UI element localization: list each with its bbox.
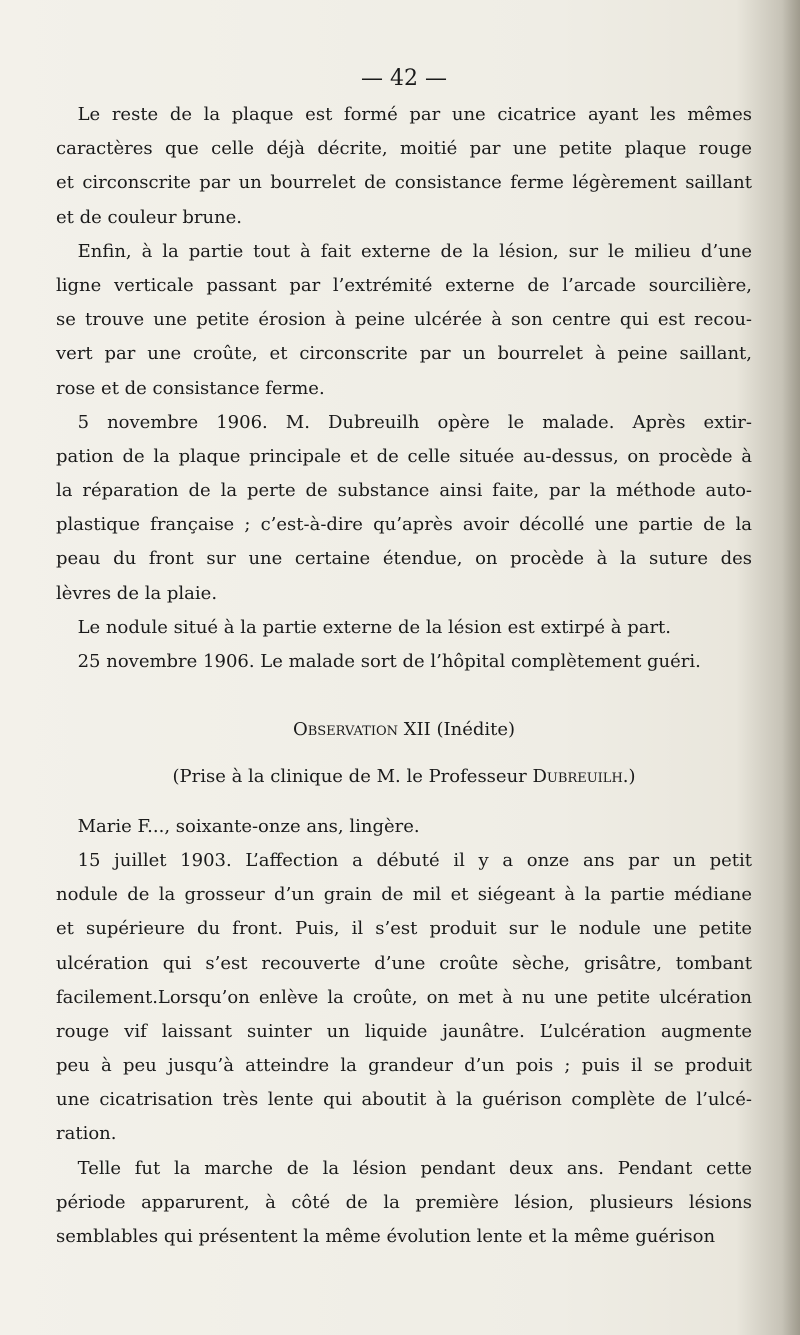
text-line: et de couleur brune. [56, 206, 243, 228]
text-line: 25 novembre 1906. Le malade sort de l’hôpital complètement guéri. [77, 651, 701, 672]
paragraph [56, 1152, 752, 1255]
text-line: peu à peu jusqu’à atteindre la grandeur d’un pois ; puis il se produit [56, 1055, 752, 1077]
observation-label: Observation [292, 719, 398, 741]
text-line: et circonscrite par un bourrelet de consistance ferme légèrement saillant [56, 172, 752, 194]
text-line: Telle fut la marche de la lésion pendant deux ans. Pendant cette [77, 1157, 752, 1179]
text-line: caractères que celle déjà décrite, moitié par une petite plaque rouge [56, 138, 752, 160]
subtitle-suffix: .) [622, 765, 636, 787]
section-spacer-bottom [56, 794, 752, 810]
observation-number: XII (Inédite) [398, 719, 516, 741]
text-line: Marie F..., soixante-onze ans, lingère. [77, 815, 420, 837]
observation-subtitle-text [172, 766, 635, 787]
paragraph [56, 844, 752, 1152]
text-line: semblables qui présentent la même évolution lente et la même guérison [56, 1226, 716, 1247]
heading-spacer [56, 748, 752, 760]
observation-title-text [293, 719, 515, 740]
text-line: ligne verticale passant par l’extrémité externe de l’arcade sourcilière, [56, 274, 752, 296]
text-line: lèvres de la plaie. [56, 582, 218, 604]
text-line: pation de la plaque principale et de celle située au-dessus, on procède à [56, 445, 752, 467]
text-line: ration. [56, 1123, 117, 1145]
text-line: rose et de consistance ferme. [56, 377, 325, 399]
text-line: la réparation de la perte de substance ainsi faite, par la méthode auto- [56, 480, 752, 502]
text-line: période apparurent, à côté de la première lésion, plusieurs lésions [56, 1191, 752, 1213]
paragraph [56, 810, 752, 844]
observation-subtitle [56, 760, 752, 794]
page-number: — 42 — [361, 66, 447, 91]
text-line: vert par une croûte, et circonscrite par un bourrelet à peine saillant, [56, 343, 752, 365]
subtitle-prefix: (Prise à la clinique de M. le Professeur [172, 765, 533, 787]
paragraphs-bottom [56, 810, 752, 1254]
professor-name: Dubreuilh [532, 765, 623, 787]
text-line: Le reste de la plaque est formé par une cicatrice ayant les mêmes [77, 104, 752, 125]
text-line: 15 juillet 1903. L’affection a débuté il y a onze ans par un petit [77, 849, 752, 871]
text-line: nodule de la grosseur d’un grain de mil et siégeant à la partie médiane [56, 884, 752, 906]
text-line: Le nodule situé à la partie externe de la lésion est extirpé à part. [77, 616, 672, 638]
text-line: rouge vif laissant suinter un liquide jaunâtre. L’ulcération augmente [56, 1020, 752, 1042]
text-line: plastique française ; c’est-à-dire qu’après avoir décollé une partie de la [56, 514, 752, 536]
text-line: se trouve une petite érosion à peine ulcérée à son centre qui est recou- [56, 309, 752, 331]
text-line: une cicatrisation très lente qui aboutit à la guérison complète de l’ulcé- [56, 1089, 752, 1111]
text-line: facilement.Lorsqu’on enlève la croûte, on met à nu une petite ulcération [56, 986, 752, 1008]
page-text [56, 62, 752, 1254]
text-line: et supérieure du front. Puis, il s’est produit sur le nodule une petite [56, 918, 752, 940]
paragraph [56, 235, 752, 406]
paragraph [56, 406, 752, 611]
text-line: peau du front sur une certaine étendue, on procède à la suture des [56, 548, 752, 570]
paragraph [56, 611, 752, 645]
section-spacer-top [56, 679, 752, 713]
paragraph [56, 645, 752, 679]
text-line: ulcération qui s’est recouverte d’une croûte sèche, grisâtre, tombant [56, 952, 752, 974]
text-line: 5 novembre 1906. M. Dubreuilh opère le malade. Après extir- [77, 411, 752, 433]
paragraphs-top [56, 98, 752, 679]
observation-title [56, 713, 752, 747]
page-edge-shadow [782, 0, 800, 1335]
paragraph [56, 98, 752, 235]
text-line: Enfin, à la partie tout à fait externe de la lésion, sur le milieu d’une [77, 240, 752, 262]
